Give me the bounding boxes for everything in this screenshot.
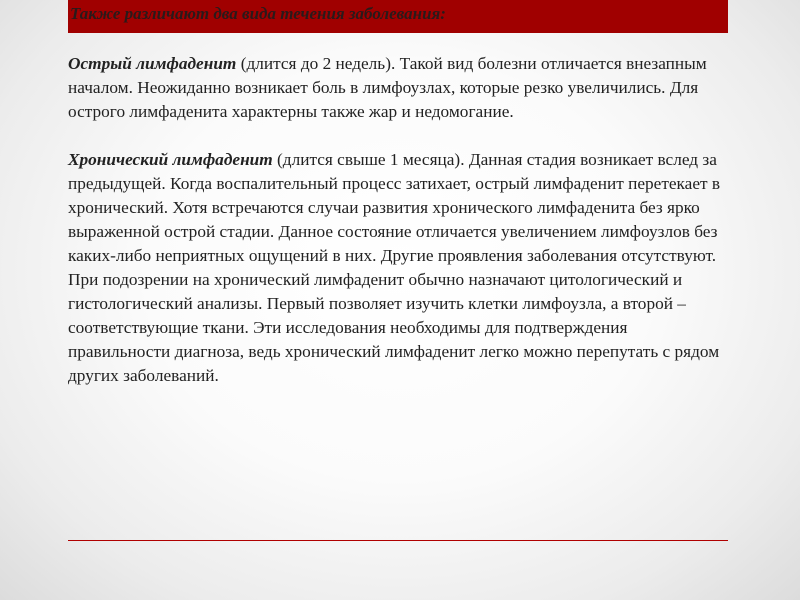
title-bar	[68, 0, 728, 33]
slide-title: Также различают два вида течения заболевания:	[70, 4, 446, 23]
paragraph-acute	[68, 52, 728, 124]
bottom-divider	[68, 540, 728, 541]
paragraph-text-chronic: (длится свыше 1 месяца). Данная стадия возникает вслед за предыдущей. Когда воспалительный процесс затихает, острый лимфаденит перетекает в хронический. Хотя встречаются случаи развития хронического лимфаденита без ярко выраженной острой стадии. Данное состояние отличается увеличением лимфоузлов без каких-либо неприятных ощущений в них. Другие проявления заболевания отсутствуют. При подозрении на хронический лимфаденит обычно назначают цитологический и гистологический анализы. Первый позволяет изучить клетки лимфоузла, а второй – соответствующие ткани. Эти исследования необходимы для подтверждения правильности диагноза, ведь хронический лимфаденит легко можно перепутать с рядом других заболеваний.	[68, 150, 721, 385]
paragraph-lead-chronic: Хронический лимфаденит	[68, 150, 273, 169]
paragraph-lead-acute: Острый лимфаденит	[68, 54, 237, 73]
paragraph-chronic	[68, 148, 728, 388]
slide-body	[68, 52, 728, 388]
paragraph-text-acute: (длится до 2 недель). Такой вид болезни отличается внезапным началом. Неожиданно возникает боль в лимфоузлах, которые резко увеличились. Для острого лимфаденита характерны также жар и недомогание.	[68, 54, 707, 121]
